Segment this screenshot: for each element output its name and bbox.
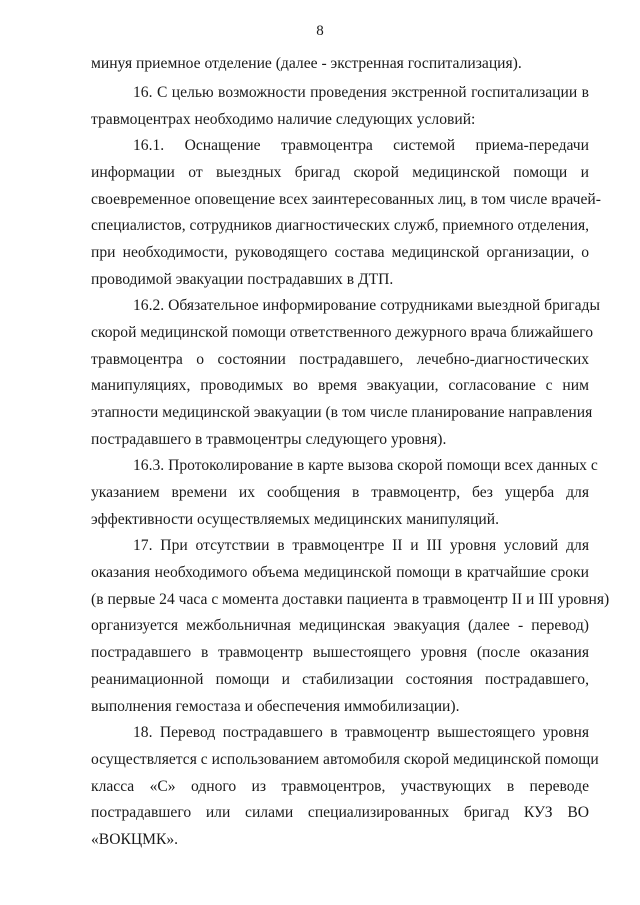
text-line: реанимационной помощи и стабилизации состояния пострадавшего,: [91, 670, 589, 688]
text-line: «ВОКЦМК».: [91, 831, 179, 849]
paragraph: [91, 80, 589, 134]
text-line: пострадавшего в травмоцентр вышестоящего уровня (после оказания: [91, 644, 589, 662]
text-line: информации от выездных бригад скорой медицинской помощи и: [91, 163, 589, 181]
paragraph: [91, 453, 598, 533]
text-line: пострадавшего в травмоцентры следующего уровня).: [91, 430, 447, 448]
page-number: 8: [316, 23, 324, 39]
text-line: 16. С целью возможности проведения экстренной госпитализации в: [133, 84, 589, 101]
text-line: пострадавшего или силами специализированных бригад КУЗ ВО: [91, 804, 589, 822]
text-line: выполнения гемостаза и обеспечения иммобилизации).: [91, 697, 460, 715]
text-line: оказания необходимого объема медицинской помощи в кратчайшие сроки: [91, 563, 589, 581]
text-line: травмоцентра о состоянии пострадавшего, лечебно-диагностических: [91, 350, 589, 368]
text-line: 18. Перевод пострадавшего в травмоцентр вышестоящего уровня: [133, 724, 589, 741]
text-line: специалистов, сотрудников диагностических служб, приемного отделения,: [91, 217, 590, 235]
text-line: эффективности осуществляемых медицинских манипуляций.: [91, 510, 500, 528]
paragraph: [91, 51, 589, 78]
text-line: манипуляциях, проводимых во время эвакуации, согласование с ним: [91, 377, 589, 395]
text-line: осуществляется с использованием автомобиля скорой медицинской помощи: [91, 750, 599, 768]
text-line: своевременное оповещение всех заинтересованных лиц, в том числе врачей-: [91, 190, 601, 208]
paragraph: [91, 720, 599, 854]
text-line: 16.3. Протоколирование в карте вызова скорой помощи всех данных с: [133, 457, 598, 474]
text-line: травмоцентрах необходимо наличие следующих условий:: [91, 110, 476, 128]
text-line: организуется межбольничная медицинская эвакуация (далее - перевод): [91, 617, 589, 635]
text-line: этапности медицинской эвакуации (в том числе планирование направления: [91, 404, 593, 422]
text-line: 16.1. Оснащение травмоцентра системой приема-передачи: [133, 137, 589, 154]
paragraph: [91, 533, 610, 721]
text-line: при необходимости, руководящего состава медицинской организации, о: [91, 244, 589, 262]
text-line: класса «С» одного из травмоцентров, участвующих в переводе: [91, 777, 589, 795]
text-line: (в первые 24 часа с момента доставки пациента в травмоцентр II и III уровня): [91, 590, 610, 608]
text-line: минуя приемное отделение (далее - экстренная госпитализация).: [91, 55, 522, 72]
paragraph: [91, 293, 600, 454]
text-line: указанием времени их сообщения в травмоцентр, без ущерба для: [91, 483, 589, 501]
text-line: проводимой эвакуации пострадавших в ДТП.: [91, 270, 394, 288]
text-line: скорой медицинской помощи ответственного дежурного врача ближайшего: [91, 323, 594, 341]
text-line: 16.2. Обязательное информирование сотрудниками выездной бригады: [133, 297, 600, 314]
paragraph: [91, 133, 601, 294]
text-line: 17. При отсутствии в травмоцентре II и III уровня условий для: [133, 537, 589, 554]
